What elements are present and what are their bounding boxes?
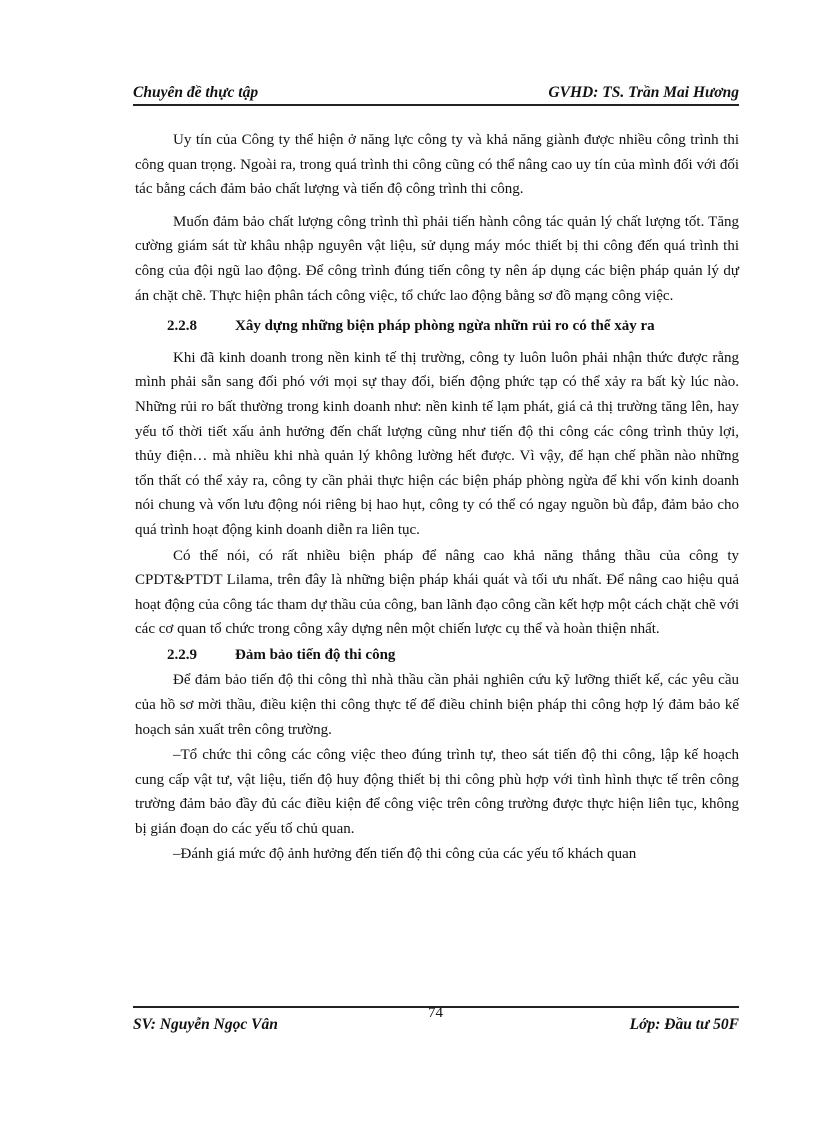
footer-class: Lớp: Đầu tư 50F: [629, 1016, 739, 1033]
section-number: 2.2.9: [167, 646, 197, 663]
section-heading-2-2-8: [135, 314, 739, 339]
section-title: Xây dựng những biện pháp phòng ngừa nhữn rủi ro có thể xảy ra: [235, 318, 655, 335]
bullet-paragraph: –Tổ chức thi công các công việc theo đúng trình tự, theo sát tiến độ thi công, lập kế hoạch cung cấp vật tư, vật liệu, tiến độ huy động thiết bị thi công phù hợp với tình hình thực tế trên công trường đảm bảo đầy đủ các điều kiện để công việc trên công trường được thực hiện liên tục, không bị gián đoạn do các yếu tố chủ quan.: [135, 747, 739, 838]
footer-student: SV: Nguyễn Ngọc Vân: [133, 1016, 278, 1033]
page-header: [133, 82, 739, 106]
paragraph: Khi đã kinh doanh trong nền kinh tế thị trường, công ty luôn luôn phải nhận thức được rằng mình phải sẵn sang đối phó với mọi sự thay đổi, biến động phức tạp có thể xảy ra bất kỳ lúc nào. Những rủi ro bất thường trong kinh doanh như: nền kinh tế lạm phát, giá cả thị trường tăng lên, hay yếu tố thời tiết xấu ảnh hưởng đến chất lượng cũng như tiến độ thi công các công trình thủy lợi, thủy điện… mà nhiều khi nhà quản lý không lường hết được. Vì vậy, để hạn chế phần nào những tổn thất có thể xảy ra, công ty cần phải thực hiện các biện pháp phòng ngừa để khi vốn kinh doanh nói chung và vốn lưu động nói riêng bị hao hụt, công ty có thể có ngay nguồn bù đắp, đảm bảo cho quá trình hoạt động kinh doanh diễn ra liên tục.: [135, 349, 739, 538]
section-heading-2-2-9: [135, 643, 739, 668]
page-footer: [133, 1006, 739, 1038]
header-title: Chuyên đề thực tập: [133, 84, 259, 101]
section-title: Đảm bảo tiến độ thi công: [235, 646, 396, 663]
page-body: [135, 128, 739, 866]
paragraph: Uy tín của Công ty thể hiện ở năng lực công ty và khả năng giành được nhiều công trình thi công quan trọng. Ngoài ra, trong quá trình thi công cũng có thể nâng cao uy tín của mình đối với đối tác bằng cách đảm bảo chất lượng và tiến độ công trình thi công.: [135, 132, 739, 198]
bullet-paragraph: –Đánh giá mức độ ảnh hưởng đến tiến độ thi công của các yếu tố khách quan: [173, 845, 637, 862]
section-number: 2.2.8: [167, 318, 197, 335]
paragraph: Muốn đảm bảo chất lượng công trình thì phải tiến hành công tác quản lý chất lượng tốt. Tăng cường giám sát từ khâu nhập nguyên vật liệu, sử dụng máy móc thiết bị thi công đến quá trình thi công của đội ngũ lao động. Để công trình đúng tiến công ty nên áp dụng các biện pháp quản lý dự án chặt chẽ. Thực hiện phân tách công việc, tổ chức lao động bằng sơ đồ mạng công việc.: [135, 213, 739, 304]
paragraph: Có thể nói, có rất nhiều biện pháp để nâng cao khả năng thắng thầu của công ty CPDT&PTDT Lilama, trên đây là những biện pháp khái quát và tối ưu nhất. Để nâng cao hiệu quả hoạt động của công tác tham dự thầu của công, ban lãnh đạo công cần kết hợp một cách chặt chẽ với các cơ quan tổ chức trong công xây dựng nên một chiến lược cụ thể và hoàn thiện nhất.: [135, 547, 739, 638]
page-number: 74: [428, 1005, 443, 1021]
paragraph: Để đảm bảo tiến độ thi công thì nhà thầu cần phải nghiên cứu kỹ lưỡng thiết kế, các yêu cầu của hồ sơ mời thầu, điều kiện thi công thực tế để điều chỉnh biện pháp thi công hợp lý đảm bảo kế hoạch sản xuất trên công trường.: [135, 672, 739, 738]
header-advisor: GVHD: TS. Trần Mai Hương: [548, 84, 739, 101]
